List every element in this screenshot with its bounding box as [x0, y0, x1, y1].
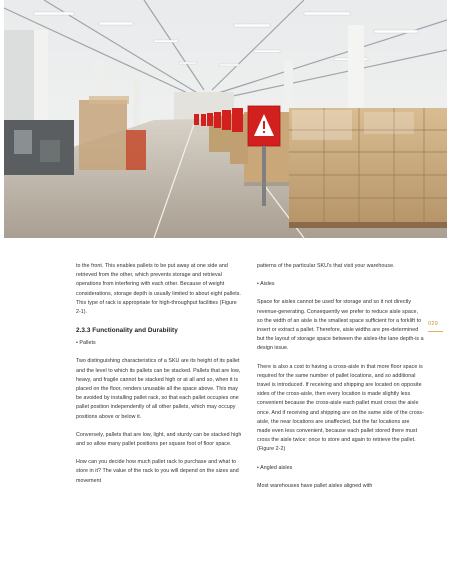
- left-paragraph-2: Two distinguishing characteristics of a SKU are its height of its pallet and the level to which its pallets can be stacked. Pallets that are low, heavy, and fragile cannot be stacked high or at all and so, when it is placed on the floor, renders unusable all the space above. This may be avoided by installing pallet rack, so that each pallet occupies one pallet position independently of all other pallets, which may occupy positions above or below it.: [76, 358, 241, 420]
- right-paragraph-3: There is also a cost to having a cross-aisle in that more floor space is required for the same number of pallet locations, and so additional travel is introduced. If receiving and shipping are located on opposite sides of the cross-aisle, then every location is made slightly less convenient because the cross-aisle each pallet must cross the aisle once. And if receiving and shipping are on the same side of the cross-aisle, the near locations are unaffected, but the far locations are made even less convenient, because each pallet stored there must cross the aisle twice: once to store and again to retrieve the pallet. (Figure 2-2): [257, 363, 424, 453]
- bullet-aisles: • Aisles: [257, 281, 275, 288]
- left-paragraph-4: How can you decide how much pallet rack to purchase and what to store in it? The value of the rack to you will depend on the sizes and movement: [76, 459, 239, 484]
- right-paragraph-1: patterns of the particular SKU's that visit your warehouse.: [257, 263, 395, 269]
- page-number: 029: [428, 321, 439, 327]
- right-paragraph-4: Most warehouses have pallet aisles aligned with: [257, 482, 373, 489]
- bullet-pallets: • Pallets: [76, 340, 96, 347]
- page-number-rule: [428, 331, 443, 332]
- left-paragraph-3: Conversely, pallets that are low, light, and sturdy can be stacked high and so allow many pallet positions per square foot of floor space.: [76, 431, 242, 448]
- section-heading: 2.3.3 Functionality and Durability: [76, 327, 178, 335]
- left-paragraph-1: to the front. This enables pallets to be put away at one side and retrieved from the other, which prevents storage and retrieval operations from interfering with each other. Because of weight considerations, storage depth is usually limited to about eight pallets. This type of rack is appropriate for high-throughput facilities (Figure 2-1).: [76, 263, 241, 316]
- right-column: [257, 262, 424, 491]
- right-paragraph-2: Space for aisles cannot be used for storage and so it not directly revenue-generating. Consequently we prefer to reduce aisle space, so the width of an aisle is the smallest space sufficient for a forklift to insert or extract a pallet. Therefore, aisle widths are pre-determined but the layout of storage space between the aisles-the lane depth-is a design issue.: [257, 299, 424, 352]
- warehouse-photo: [4, 0, 447, 238]
- bullet-angled-aisles: • Angled aisles: [257, 464, 293, 471]
- left-column: [76, 262, 243, 486]
